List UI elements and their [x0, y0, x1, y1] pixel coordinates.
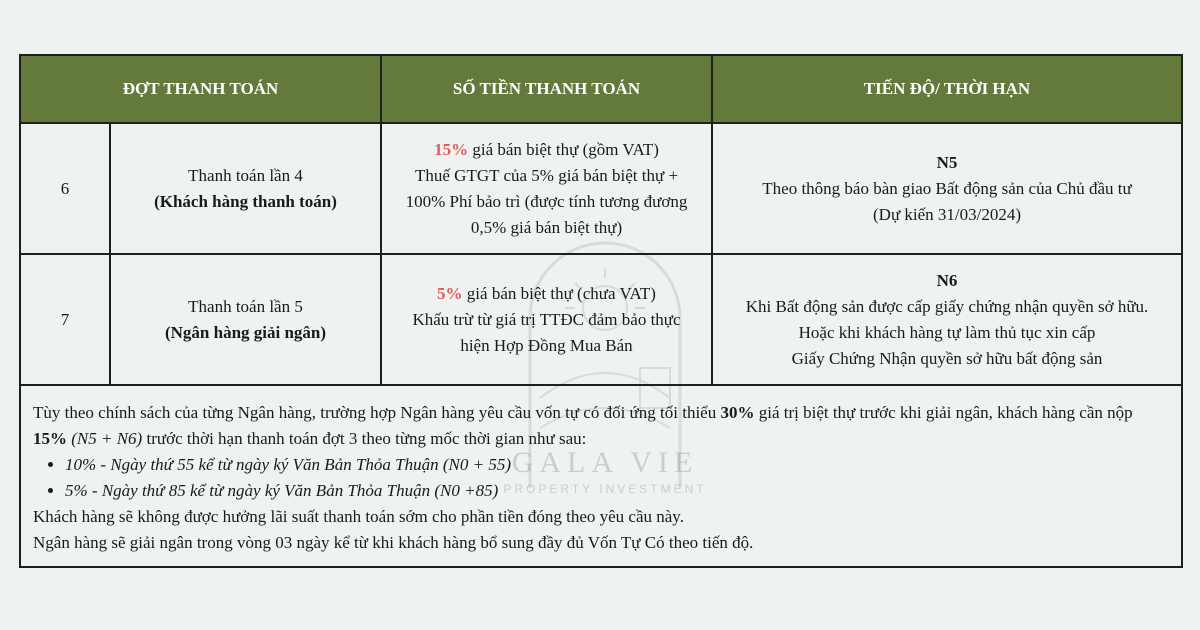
deadline-code: N5 — [936, 152, 958, 172]
table-header-row — [20, 55, 1182, 123]
list-item: • 10% - Ngày thứ 55 kể từ ngày ký Văn Bản Thỏa Thuận (N0 + 55) — [65, 452, 1169, 478]
amount-line: 15% giá bán biệt thự (gồm VAT) — [434, 139, 659, 159]
row-number: 6 — [20, 123, 110, 254]
amount-cell — [381, 123, 712, 254]
note-cell — [20, 385, 1182, 567]
deadline-line: Hoặc khi khách hàng tự làm thủ tục xin cấp — [798, 322, 1096, 342]
round-title: Thanh toán lần 5 — [188, 296, 303, 316]
watermark-subtitle: PROPERTY INVESTMENT — [503, 482, 707, 496]
note-paragraph: Tùy theo chính sách của từng Ngân hàng, trường hợp Ngân hàng yêu cầu vốn tự có đối ứng tối thiểu 30% giá trị biệt thự trước khi giải ngân, khách hàng cần nộp 15% (N5 + N6) trước thời hạn thanh toán đợt 3 theo từng mốc thời gian như sau: — [33, 403, 1133, 448]
amount-line: Khấu trừ từ giá trị TTĐC đảm bảo thực — [412, 309, 681, 329]
payment-round-cell — [110, 123, 381, 254]
note-row — [20, 385, 1182, 567]
note-paragraph: Khách hàng sẽ không được hưởng lãi suất thanh toán sớm cho phần tiền đóng theo yêu cầu này. — [33, 507, 684, 526]
round-subtitle: (Ngân hàng giải ngân) — [164, 322, 327, 342]
amount-line: Thuế GTGT của 5% giá bán biệt thự + — [415, 165, 679, 185]
header-deadline: TIẾN ĐỘ/ THỜI HẠN — [712, 55, 1182, 123]
payment-round-cell — [110, 254, 381, 385]
round-subtitle: (Khách hàng thanh toán) — [154, 191, 337, 211]
deadline-line: Theo thông báo bàn giao Bất động sản của Chủ đầu tư — [762, 178, 1132, 198]
table-row — [20, 123, 1182, 254]
header-payment-amount: SỐ TIỀN THANH TOÁN — [381, 55, 712, 123]
amount-line: 5% giá bán biệt thự (chưa VAT) — [437, 283, 656, 303]
deadline-cell — [712, 254, 1182, 385]
deadline-cell — [712, 123, 1182, 254]
row-number: 7 — [20, 254, 110, 385]
watermark-brand: GALA VIE — [511, 446, 699, 479]
note-paragraph: Ngân hàng sẽ giải ngân trong vòng 03 ngày kể từ khi khách hàng bổ sung đầy đủ Vốn Tự Có theo tiến độ. — [33, 533, 754, 552]
round-title: Thanh toán lần 4 — [188, 165, 303, 185]
amount-percent: 15% — [434, 139, 469, 159]
amount-line: hiện Hợp Đồng Mua Bán — [460, 335, 633, 355]
list-item: • 5% - Ngày thứ 85 kể từ ngày ký Văn Bản Thỏa Thuận (N0 +85) — [65, 478, 1169, 504]
deadline-code: N6 — [936, 270, 958, 290]
amount-line: 0,5% giá bán biệt thự) — [470, 217, 623, 237]
header-payment-round: ĐỢT THANH TOÁN — [20, 55, 381, 123]
note-deposit-percent: 15% — [33, 429, 67, 448]
note-bullet-list — [33, 452, 1169, 504]
amount-percent: 5% — [437, 283, 463, 303]
amount-cell — [381, 254, 712, 385]
table-row — [20, 254, 1182, 385]
payment-schedule-table — [19, 54, 1183, 568]
amount-line: 100% Phí bảo trì (được tính tương đương — [405, 191, 688, 211]
deadline-line: Khi Bất động sản được cấp giấy chứng nhận quyền sở hữu. — [745, 296, 1149, 316]
deadline-line: (Dự kiến 31/03/2024) — [873, 204, 1022, 224]
deadline-line: Giấy Chứng Nhận quyền sở hữu bất động sản — [791, 348, 1103, 368]
note-min-percent: 30% — [720, 403, 755, 422]
